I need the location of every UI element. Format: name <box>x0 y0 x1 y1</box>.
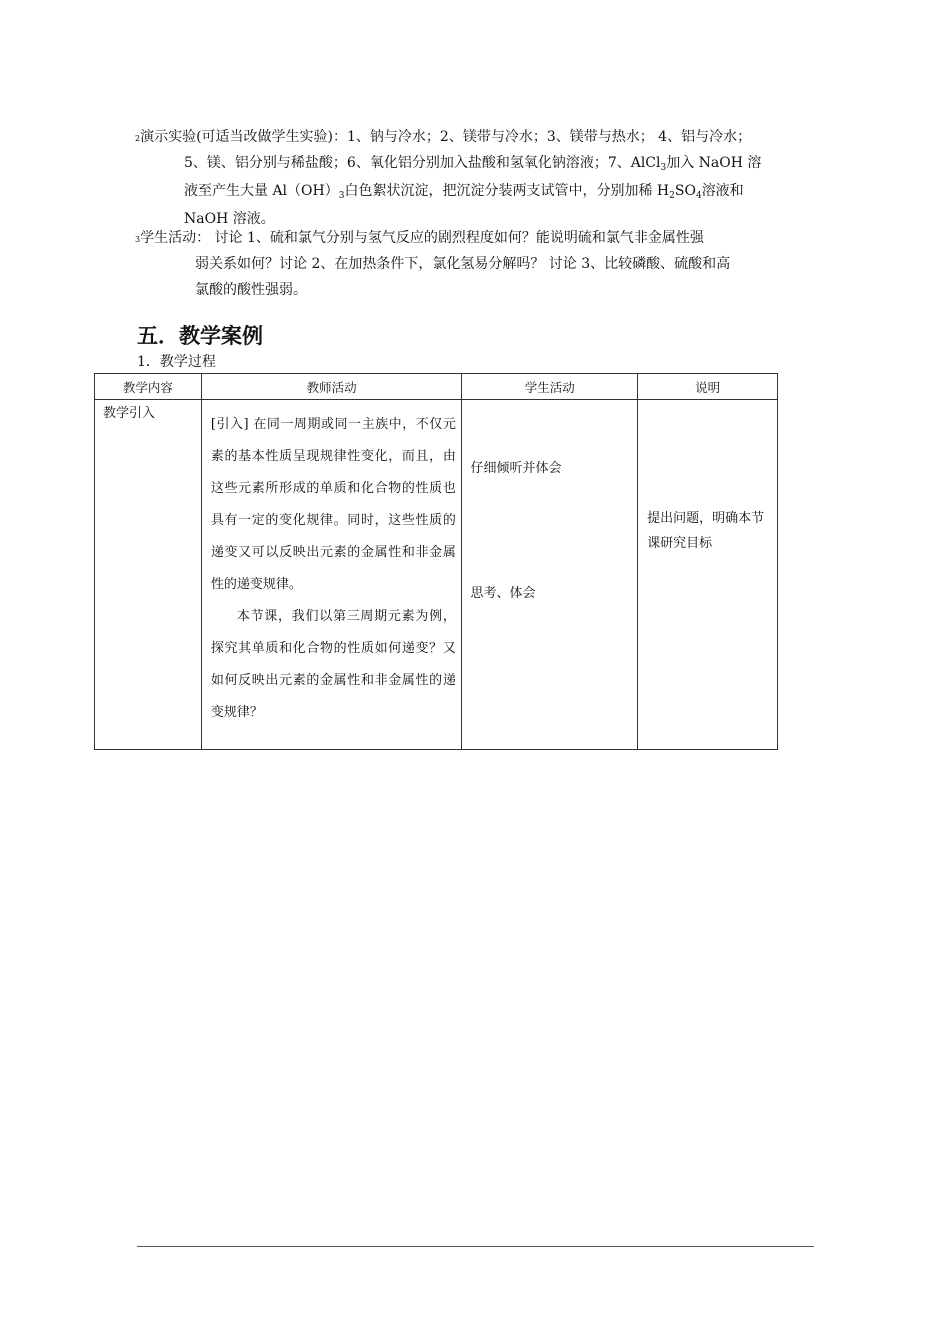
item-number: 3 <box>135 235 141 244</box>
teacher-activity-text <box>211 409 456 729</box>
demo-line-3: 液至产生大量 $Al(OH)_3$白色絮状沉淀，把沉淀分装两支试管中，分别加稀 $H_2SO_4$溶液和 <box>184 183 744 201</box>
cell-student <box>462 400 638 750</box>
teacher-paragraph-2: 本节课，我们以第三周期元素为例，探究其单质和化合物的性质如何递变？又如何反映出元素的金属性和非金属性的递变规律？ <box>210 609 456 720</box>
header-teacher: 教师活动 <box>201 374 462 400</box>
subsection-heading: 1．教学过程 <box>137 354 216 370</box>
table-header-row <box>95 374 778 400</box>
topic-text: 教学引入 <box>103 406 156 421</box>
cell-teacher <box>201 400 462 750</box>
table-row <box>95 400 778 750</box>
activity-line-1: $^3$学生活动： 讨论 1、硫和氯气分别与氢气反应的剧烈程度如何？能说明硫和氯气非金属性强 <box>135 230 704 246</box>
student-activity-item <box>135 225 730 303</box>
header-student: 学生活动 <box>462 374 638 400</box>
header-note: 说明 <box>638 374 778 400</box>
activity-line-3: 氯酸的酸性强弱。 <box>195 282 307 298</box>
demo-line-1: $^2$演示实验(可适当改做学生实验)：1、钠与冷水；2、镁带与冷水；3、镁带与热水； 4、铝与冷水； <box>135 129 752 145</box>
footer-divider <box>137 1246 814 1247</box>
item-number: 2 <box>135 134 141 143</box>
demo-line-2: 5、镁、铝分别与稀盐酸；6、氧化铝分别加入盐酸和氢氧化钠溶液；7、AlCl$_3$加入 NaOH 溶 <box>184 155 762 173</box>
lesson-process-table <box>94 373 778 750</box>
student-activity-2: 思考、体会 <box>470 586 536 601</box>
section-heading: 五．教学案例 <box>137 324 263 348</box>
student-activity-1: 仔细倾听并体会 <box>470 461 562 476</box>
demo-experiment-item <box>135 124 761 232</box>
cell-note <box>638 400 778 750</box>
header-content: 教学内容 <box>95 374 202 400</box>
demo-line-4: NaOH 溶液。 <box>184 211 275 227</box>
teacher-paragraph-1: [引入] 在同一周期或同一主族中，不仅元素的基本性质呈现规律性变化，而且，由这些元素所形成的单质和化合物的性质也具有一定的变化规律。同时，这些性质的递变又可以反映出元素的金属性和非金属性的递变规律。 <box>210 417 456 592</box>
activity-line-2: 弱关系如何？讨论 2、在加热条件下，氯化氢易分解吗？ 讨论 3、比较磷酸、硫酸和高 <box>195 256 731 272</box>
cell-topic <box>95 400 202 750</box>
note-text: 提出问题，明确本节课研究目标 <box>647 511 765 551</box>
